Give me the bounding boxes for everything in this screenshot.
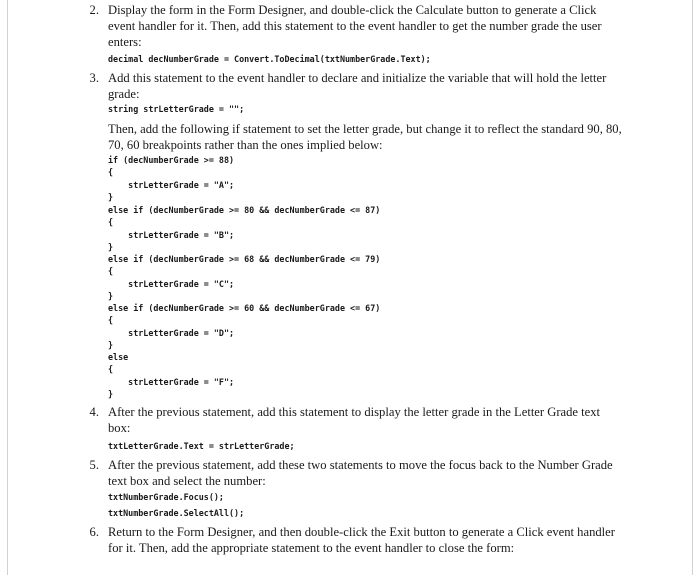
step-text-line: event handler for it. Then, add this statement to the event handler to get the number grade the user bbox=[108, 19, 602, 33]
code-line: { bbox=[108, 167, 114, 177]
code-line: else if (decNumberGrade >= 60 && decNumberGrade <= 67) bbox=[108, 303, 381, 313]
step-followup-text bbox=[108, 121, 623, 153]
code-line: { bbox=[108, 266, 114, 276]
step-number: 6. bbox=[89, 525, 99, 539]
step-number: 5. bbox=[89, 458, 99, 472]
step-text-line: grade: bbox=[108, 87, 140, 101]
step-text-line: enters: bbox=[108, 35, 142, 49]
step-text-line: After the previous statement, add these two statements to move the focus back to the Number Grade bbox=[108, 458, 613, 472]
code-line: string strLetterGrade = ""; bbox=[108, 104, 245, 114]
code-line: strLetterGrade = "B"; bbox=[108, 230, 235, 240]
code-line: else if (decNumberGrade >= 68 && decNumberGrade <= 79) bbox=[108, 254, 381, 264]
code-line: { bbox=[108, 315, 114, 325]
step-text-line: 70, 60 breakpoints rather than the ones implied below: bbox=[108, 138, 383, 152]
step-text-line: Add this statement to the event handler to declare and initialize the variable that will hold the letter bbox=[108, 71, 607, 85]
code-line: { bbox=[108, 364, 114, 374]
step-text bbox=[108, 457, 623, 489]
code-line: } bbox=[108, 340, 114, 350]
code-line: } bbox=[108, 291, 114, 301]
code-line: if (decNumberGrade >= 88) bbox=[108, 155, 235, 165]
code-line: } bbox=[108, 389, 114, 399]
step-text bbox=[108, 70, 623, 102]
page-left-edge bbox=[7, 0, 8, 575]
code-line: strLetterGrade = "F"; bbox=[108, 377, 235, 387]
step-number: 3. bbox=[89, 71, 99, 85]
step-text bbox=[108, 524, 623, 556]
code-line: } bbox=[108, 192, 114, 202]
step-text bbox=[108, 2, 623, 50]
step-text-line: text box and select the number: bbox=[108, 474, 266, 488]
step-text-line: Return to the Form Designer, and then double-click the Exit button to generate a Click event handler bbox=[108, 525, 615, 539]
step-text-line: for it. Then, add the appropriate statement to the event handler to close the form: bbox=[108, 541, 515, 555]
code-line: decimal decNumberGrade = Convert.ToDecimal(txtNumberGrade.Text); bbox=[108, 54, 431, 64]
code-line: else if (decNumberGrade >= 80 && decNumberGrade <= 87) bbox=[108, 205, 381, 215]
code-line: txtLetterGrade.Text = strLetterGrade; bbox=[108, 441, 295, 451]
page-right-edge bbox=[692, 0, 693, 575]
code-line: { bbox=[108, 217, 114, 227]
code-line: } bbox=[108, 242, 114, 252]
step-text bbox=[108, 404, 623, 436]
step-number: 4. bbox=[89, 405, 99, 419]
code-line: strLetterGrade = "C"; bbox=[108, 279, 235, 289]
code-line: else bbox=[108, 352, 129, 362]
step-text-line: After the previous statement, add this statement to display the letter grade in the Letter Grade text bbox=[108, 405, 601, 419]
code-line: txtNumberGrade.SelectAll(); bbox=[108, 508, 245, 518]
code-line: txtNumberGrade.Focus(); bbox=[108, 492, 224, 502]
step-text-line: box: bbox=[108, 421, 131, 435]
step-text-line: Then, add the following if statement to set the letter grade, but change it to reflect the standard 90, 80, bbox=[108, 122, 622, 136]
code-line: strLetterGrade = "A"; bbox=[108, 180, 235, 190]
step-number: 2. bbox=[89, 3, 99, 17]
code-line: strLetterGrade = "D"; bbox=[108, 328, 235, 338]
step-text-line: Display the form in the Form Designer, and double-click the Calculate button to generate a Click bbox=[108, 3, 597, 17]
